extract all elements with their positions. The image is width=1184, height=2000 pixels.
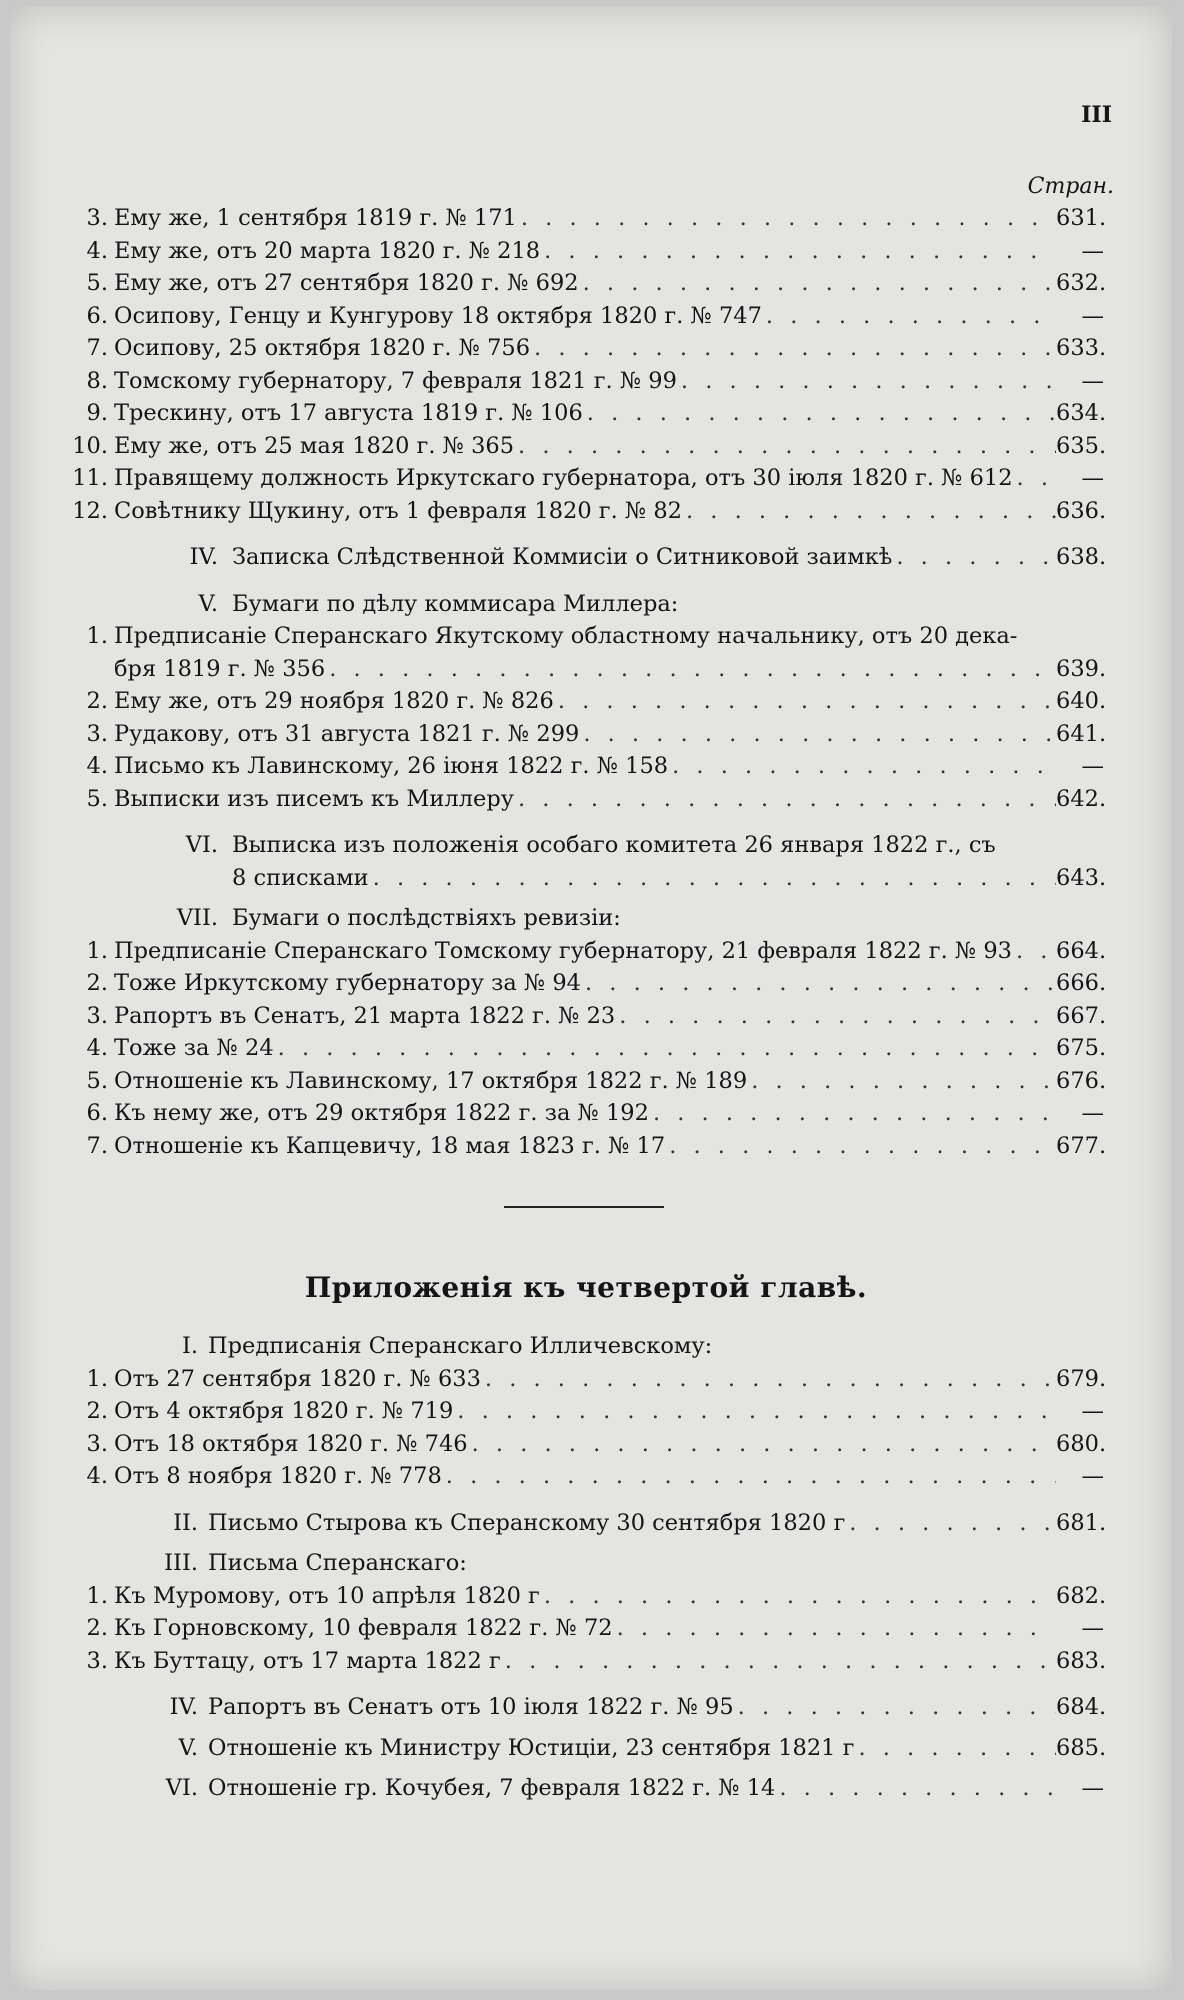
toc-entry bbox=[68, 783, 1107, 816]
section-ii bbox=[68, 1507, 1107, 1540]
entry-number: 1. bbox=[86, 937, 108, 964]
entry-page: — bbox=[1081, 1463, 1104, 1489]
toc-entry bbox=[68, 202, 1107, 235]
entry-page: 677. bbox=[1056, 1132, 1107, 1159]
toc-entry bbox=[68, 1460, 1104, 1493]
toc-entry bbox=[68, 685, 1107, 718]
entry-page: 631. bbox=[1056, 205, 1107, 231]
entry-number: 4. bbox=[86, 753, 108, 779]
entry-text: Совѣтнику Щукину, отъ 1 февраля 1820 г. № 82 bbox=[114, 497, 682, 524]
entry-text: Къ Муромову, отъ 10 апрѣля 1820 г bbox=[114, 1582, 540, 1609]
entry-page: — bbox=[1081, 1100, 1104, 1126]
toc-entry-continuation bbox=[68, 653, 1107, 686]
entry-text: Отъ 18 октября 1820 г. № 746 bbox=[114, 1430, 468, 1457]
entry-text: Къ Буттацу, отъ 17 марта 1822 г bbox=[114, 1647, 501, 1674]
section-title: Выписка изъ положенія особаго комитета 26 января 1822 г., съ bbox=[232, 832, 996, 858]
entry-page: 676. bbox=[1056, 1067, 1107, 1094]
entry-number: 3. bbox=[86, 1430, 108, 1457]
entry-text: Ему же, 1 сентября 1819 г. № 171 bbox=[114, 205, 517, 231]
entry-text: Отношеніе къ Капцевичу, 18 мая 1823 г. № 17 bbox=[114, 1132, 666, 1159]
entry-number: 4. bbox=[86, 237, 108, 264]
section-title: Предписанія Сперанскаго Илличевскому: bbox=[208, 1333, 713, 1359]
entry-page: — bbox=[1081, 1615, 1104, 1641]
entry-page: — bbox=[1081, 237, 1104, 264]
section-numeral: II. bbox=[173, 1509, 198, 1536]
toc-entry bbox=[68, 397, 1107, 430]
entry-number: 5. bbox=[86, 270, 108, 296]
entry-page: 633. bbox=[1056, 335, 1107, 361]
section-v-ch4 bbox=[68, 1732, 1107, 1765]
toc-entry bbox=[68, 1032, 1107, 1065]
entry-number: 2. bbox=[86, 970, 108, 996]
entry-number: 1. bbox=[86, 623, 108, 649]
section-numeral: IV. bbox=[189, 544, 218, 570]
entry-page: 679. bbox=[1056, 1365, 1107, 1392]
entry-number: 6. bbox=[86, 302, 108, 329]
section-numeral: V. bbox=[198, 590, 218, 617]
entry-page: 683. bbox=[1056, 1647, 1107, 1674]
toc-entry bbox=[68, 1097, 1104, 1130]
entry-text: Тоже Иркутскому губернатору за № 94 bbox=[114, 970, 581, 996]
entry-number: 5. bbox=[86, 1067, 108, 1094]
section-title: Рапортъ въ Сенатъ отъ 10 іюля 1822 г. № 95 bbox=[208, 1694, 734, 1720]
section-numeral: I. bbox=[181, 1333, 198, 1359]
section-numeral: VI. bbox=[165, 1775, 198, 1801]
entry-page: 681. bbox=[1056, 1509, 1107, 1536]
entry-text: Къ нему же, отъ 29 октября 1822 г. за № 192 bbox=[114, 1100, 649, 1126]
toc-entry bbox=[68, 718, 1107, 751]
entry-number: 4. bbox=[86, 1463, 108, 1489]
section-iv bbox=[68, 541, 1107, 574]
entry-number: 2. bbox=[86, 688, 108, 714]
toc-entry bbox=[68, 1065, 1107, 1098]
entry-page: 664. bbox=[1056, 937, 1107, 964]
section-numeral: IV. bbox=[169, 1694, 198, 1720]
toc-entry bbox=[68, 750, 1104, 783]
entry-text: Томскому губернатору, 7 февраля 1821 г. № 99 bbox=[114, 367, 677, 394]
entry-text: бря 1819 г. № 356 bbox=[114, 655, 326, 682]
section-title: Бумаги по дѣлу коммисара Миллера: bbox=[232, 590, 679, 617]
entry-text: Предписаніе Сперанскаго Якутскому областному начальнику, отъ 20 дека- bbox=[114, 623, 1018, 649]
section-i bbox=[68, 1330, 1104, 1363]
entry-page: 635. bbox=[1056, 432, 1107, 459]
toc-entry bbox=[68, 1130, 1107, 1163]
entry-number: 6. bbox=[86, 1100, 108, 1126]
table-of-contents bbox=[68, 202, 1107, 1805]
toc-entry bbox=[68, 235, 1104, 268]
entry-number: 2. bbox=[86, 1398, 108, 1424]
toc-entry bbox=[68, 300, 1104, 333]
entry-group-3 bbox=[68, 202, 1107, 527]
toc-entry bbox=[68, 1395, 1104, 1428]
entry-page: 632. bbox=[1056, 270, 1107, 296]
section-title: Бумаги о послѣдствіяхъ ревизіи: bbox=[232, 905, 621, 931]
entry-page: 666. bbox=[1056, 970, 1107, 996]
entry-page: 636. bbox=[1056, 497, 1107, 524]
entry-number: 3. bbox=[86, 1002, 108, 1029]
section-title: Записка Слѣдственной Коммисіи о Ситниковой заимкѣ bbox=[232, 544, 893, 570]
entry-text: Осипову, 25 октября 1820 г. № 756 bbox=[114, 335, 531, 361]
entry-number: 8. bbox=[86, 367, 108, 394]
section-iv-ch4 bbox=[68, 1691, 1107, 1724]
toc-entry bbox=[68, 267, 1107, 300]
toc-entry bbox=[68, 365, 1104, 398]
entry-page: 641. bbox=[1056, 720, 1107, 747]
section-vii bbox=[68, 902, 1104, 935]
entry-page: — bbox=[1081, 1775, 1104, 1801]
page-column-header: Стран. bbox=[1027, 174, 1114, 199]
entry-text: Отношеніе къ Лавинскому, 17 октября 1822 г. № 189 bbox=[114, 1067, 748, 1094]
entry-number: 3. bbox=[86, 1647, 108, 1674]
entry-text: Выписки изъ писемъ къ Миллеру bbox=[114, 785, 514, 812]
entry-page: 682. bbox=[1056, 1582, 1107, 1609]
entry-text: Ему же, отъ 29 ноября 1820 г. № 826 bbox=[114, 688, 554, 714]
entry-number: 10. bbox=[72, 432, 108, 459]
entry-text: Рудакову, отъ 31 августа 1821 г. № 299 bbox=[114, 720, 580, 747]
entry-text: Осипову, Генцу и Кунгурову 18 октября 1820 г. № 747 bbox=[114, 302, 762, 329]
toc-entry bbox=[68, 1645, 1107, 1678]
section-numeral: III. bbox=[164, 1550, 198, 1576]
entry-text: Рапортъ въ Сенатъ, 21 марта 1822 г. № 23 bbox=[114, 1002, 616, 1029]
entry-number: 5. bbox=[86, 785, 108, 812]
entry-number: 7. bbox=[86, 335, 108, 361]
entry-text: Отъ 27 сентября 1820 г. № 633 bbox=[114, 1365, 481, 1392]
toc-entry bbox=[68, 935, 1107, 968]
entry-page: 685. bbox=[1056, 1734, 1107, 1761]
section-title: Письмо Стырова къ Сперанскому 30 сентября 1820 г bbox=[208, 1509, 846, 1536]
section-vi-ch4 bbox=[68, 1772, 1104, 1805]
entry-number: 1. bbox=[86, 1365, 108, 1392]
page-number: III bbox=[1081, 102, 1112, 128]
entry-text: Отъ 4 октября 1820 г. № 719 bbox=[114, 1398, 454, 1424]
entry-page: — bbox=[1081, 302, 1104, 329]
entry-text: Трескину, отъ 17 августа 1819 г. № 106 bbox=[114, 400, 583, 426]
toc-entry bbox=[68, 1580, 1107, 1613]
entry-text: Правящему должность Иркутскаго губернатора, отъ 30 іюля 1820 г. № 612 bbox=[114, 465, 1013, 491]
section-title: Письма Сперанскаго: bbox=[208, 1550, 467, 1576]
entry-number: 12. bbox=[72, 497, 108, 524]
toc-entry bbox=[68, 430, 1107, 463]
entry-page: 667. bbox=[1056, 1002, 1107, 1029]
entry-text: Письмо къ Лавинскому, 26 іюня 1822 г. № 158 bbox=[114, 753, 669, 779]
section-numeral: VI. bbox=[185, 832, 218, 858]
entry-number: 3. bbox=[86, 720, 108, 747]
chapter-heading: Приложенія къ четвертой главѣ. bbox=[304, 1271, 868, 1304]
entry-page: 634. bbox=[1056, 400, 1107, 426]
entry-number: 7. bbox=[86, 1132, 108, 1159]
book-page bbox=[10, 6, 1172, 1990]
entry-text: Отъ 8 ноября 1820 г. № 778 bbox=[114, 1463, 442, 1489]
toc-entry bbox=[68, 1612, 1104, 1645]
entry-page: 675. bbox=[1056, 1035, 1107, 1061]
entry-text: Тоже за № 24 bbox=[114, 1035, 274, 1061]
section-title: Отношеніе гр. Кочубея, 7 февраля 1822 г. № 14 bbox=[208, 1775, 776, 1801]
toc-entry bbox=[68, 1363, 1107, 1396]
entry-text: Ему же, отъ 25 мая 1820 г. № 365 bbox=[114, 432, 515, 459]
section-title: Отношеніе къ Министру Юстиціи, 23 сентября 1821 г bbox=[208, 1734, 855, 1761]
section-iii bbox=[68, 1547, 1104, 1580]
section-title: 8 списками bbox=[232, 864, 369, 891]
entry-page: — bbox=[1081, 465, 1104, 491]
toc-entry bbox=[68, 462, 1104, 495]
toc-entry bbox=[68, 1428, 1107, 1461]
entry-text: Ему же, отъ 27 сентября 1820 г. № 692 bbox=[114, 270, 579, 296]
entry-text: Къ Горновскому, 10 февраля 1822 г. № 72 bbox=[114, 1615, 613, 1641]
toc-entry bbox=[68, 1000, 1107, 1033]
entry-text: Ему же, отъ 20 марта 1820 г. № 218 bbox=[114, 237, 541, 264]
entry-page: — bbox=[1081, 1398, 1104, 1424]
entry-page: 639. bbox=[1056, 655, 1107, 682]
section-numeral: V. bbox=[178, 1734, 198, 1761]
entry-page: 680. bbox=[1056, 1430, 1107, 1457]
entry-page: 684. bbox=[1056, 1694, 1107, 1720]
entry-page: 643. bbox=[1056, 864, 1107, 891]
toc-entry bbox=[68, 332, 1107, 365]
section-vi bbox=[68, 829, 1104, 862]
entry-page: — bbox=[1081, 367, 1104, 394]
entry-number: 2. bbox=[86, 1615, 108, 1641]
toc-entry bbox=[68, 495, 1107, 528]
entry-text: Предписаніе Сперанскаго Томскому губернатору, 21 февраля 1822 г. № 93 bbox=[114, 937, 1012, 964]
entry-page: 638. bbox=[1056, 544, 1107, 570]
entry-number: 1. bbox=[86, 1582, 108, 1609]
section-v bbox=[68, 588, 1104, 621]
entry-number: 11. bbox=[72, 465, 108, 491]
entry-number: 9. bbox=[86, 400, 108, 426]
section-numeral: VII. bbox=[176, 905, 218, 931]
entry-page: 640. bbox=[1056, 688, 1107, 714]
entry-page: — bbox=[1081, 753, 1104, 779]
entry-number: 3. bbox=[86, 205, 108, 231]
toc-entry bbox=[68, 967, 1107, 1000]
section-vi-continuation bbox=[68, 862, 1107, 895]
toc-entry bbox=[68, 620, 1104, 653]
entry-number: 4. bbox=[86, 1035, 108, 1061]
entry-page: 642. bbox=[1056, 785, 1107, 812]
section-divider bbox=[504, 1206, 664, 1208]
